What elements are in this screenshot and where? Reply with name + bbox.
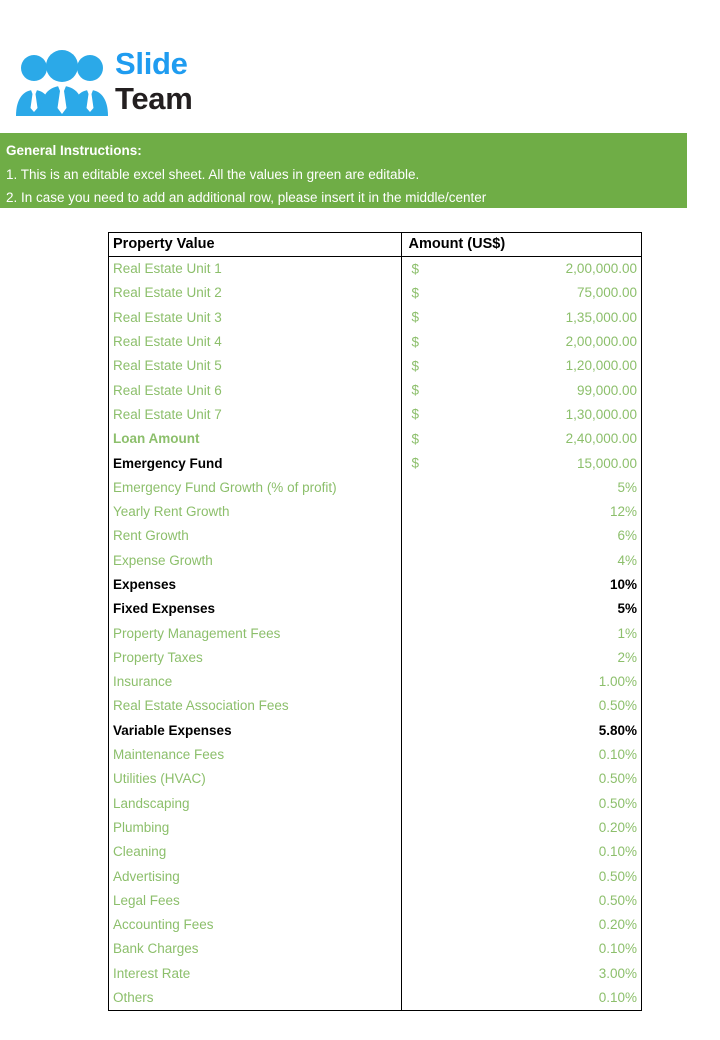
row-amount[interactable] [401,670,641,694]
row-amount[interactable] [401,427,641,451]
currency-symbol: $ [411,358,420,374]
currency-symbol: $ [411,406,420,422]
amount-value: 1.00% [598,674,637,690]
row-amount[interactable] [401,378,641,402]
row-label: Real Estate Unit 3 [113,309,222,325]
row-amount[interactable] [401,913,641,937]
row-label: Maintenance Fees [113,747,225,763]
row-label: Real Estate Unit 6 [113,382,222,398]
table-body [109,257,641,1010]
table-row[interactable] [109,840,641,864]
amount-value: 0.10% [598,747,637,763]
row-amount[interactable] [401,694,641,718]
amount-value: 0.20% [598,917,637,933]
amount-value: 0.50% [598,771,637,787]
amount-value: 4% [617,552,637,568]
property-value-table [108,232,642,1011]
amount-value: 0.50% [598,795,637,811]
row-label: Expenses [113,577,177,592]
currency-symbol: $ [411,455,420,471]
amount-value: 2% [617,649,637,665]
row-label: Accounting Fees [113,917,214,933]
table-row[interactable] [109,864,641,888]
row-amount[interactable] [401,281,641,305]
table-row[interactable] [109,257,641,281]
instructions-line-2: 2. In case you need to add an additional row, please insert it in the middle/center [6,190,487,205]
table-row[interactable] [109,694,641,718]
amount-value: 10% [609,577,637,592]
table-row[interactable] [109,961,641,985]
table-row[interactable] [109,548,641,572]
row-amount[interactable] [401,597,641,621]
row-amount[interactable] [401,499,641,523]
table-row[interactable] [109,913,641,937]
row-label: Others [113,990,154,1006]
table-row[interactable] [109,572,641,596]
row-amount[interactable] [401,937,641,961]
row-label: Utilities (HVAC) [113,771,206,787]
row-label: Loan Amount [113,431,200,447]
currency-symbol: $ [411,382,420,398]
instructions-banner [0,133,687,208]
amount-value: 1% [617,625,637,641]
row-label: Expense Growth [113,552,213,568]
currency-symbol: $ [411,285,420,301]
table-row[interactable] [109,524,641,548]
row-label: Cleaning [113,844,167,860]
brand-wordmark [115,48,192,114]
row-amount[interactable] [401,645,641,669]
row-amount[interactable] [401,840,641,864]
amount-value: 1,35,000.00 [565,309,637,325]
table-row[interactable] [109,937,641,961]
table-row[interactable] [109,354,641,378]
table-row[interactable] [109,742,641,766]
amount-value: 0.50% [598,698,637,714]
row-amount[interactable] [401,451,641,475]
amount-value: 6% [617,528,637,544]
row-label: Landscaping [113,795,190,811]
table-row[interactable] [109,645,641,669]
row-label: Real Estate Unit 4 [113,334,222,350]
row-label: Interest Rate [113,965,191,981]
row-label: Real Estate Unit 2 [113,285,222,301]
row-amount[interactable] [401,864,641,888]
amount-value: 5.80% [598,722,637,738]
currency-symbol: $ [411,261,420,277]
amount-value: 2,00,000.00 [565,261,637,277]
row-label: Real Estate Unit 5 [113,358,222,374]
row-amount[interactable] [401,815,641,839]
row-label: Emergency Fund [113,455,223,471]
table-row[interactable] [109,718,641,742]
table-row[interactable] [109,402,641,426]
amount-value: 5% [617,479,637,495]
row-label: Fixed Expenses [113,601,216,617]
table-row[interactable] [109,767,641,791]
table-row[interactable] [109,305,641,329]
table-row[interactable] [109,281,641,305]
row-label: Advertising [113,868,180,884]
amount-value: 75,000.00 [576,285,637,301]
brand-header [0,0,720,133]
amount-value: 2,00,000.00 [565,334,637,350]
row-label: Rent Growth [113,528,189,544]
row-amount[interactable] [401,961,641,985]
table-row[interactable] [109,451,641,475]
row-amount[interactable] [401,329,641,353]
amount-value: 0.10% [598,844,637,860]
amount-value: 2,40,000.00 [565,431,637,447]
row-amount[interactable] [401,257,641,281]
table-header-row [109,233,641,257]
row-amount[interactable] [401,524,641,548]
table-row[interactable] [109,378,641,402]
amount-value: 0.10% [598,990,637,1006]
row-amount[interactable] [401,305,641,329]
amount-value: 15,000.00 [576,455,637,471]
row-amount[interactable] [401,985,641,1009]
row-amount[interactable] [401,791,641,815]
row-label: Real Estate Unit 7 [113,406,222,422]
row-amount[interactable] [401,402,641,426]
amount-value: 0.10% [598,941,637,957]
instructions-title: General Instructions: [6,143,142,158]
row-label: Real Estate Association Fees [113,698,289,714]
column-header-amount: Amount (US$) [401,233,641,257]
row-amount[interactable] [401,572,641,596]
row-label: Bank Charges [113,941,199,957]
amount-value: 1,20,000.00 [565,358,637,374]
row-amount[interactable] [401,888,641,912]
row-amount[interactable] [401,742,641,766]
row-amount[interactable] [401,548,641,572]
amount-value: 3.00% [598,965,637,981]
row-label: Plumbing [113,819,170,835]
row-amount[interactable] [401,621,641,645]
row-amount[interactable] [401,718,641,742]
amount-value: 12% [609,504,637,520]
currency-symbol: $ [411,431,420,447]
row-label: Emergency Fund Growth (% of profit) [113,479,337,495]
row-label: Real Estate Unit 1 [113,261,222,277]
amount-value: 0.50% [598,892,637,908]
instructions-line-1: 1. This is an editable excel sheet. All the values in green are editable. [6,166,420,182]
row-label: Yearly Rent Growth [113,504,230,520]
table-row[interactable] [109,815,641,839]
row-amount[interactable] [401,767,641,791]
amount-value: 0.50% [598,868,637,884]
row-amount[interactable] [401,475,641,499]
row-label: Property Taxes [113,649,203,665]
currency-symbol: $ [411,309,420,325]
row-label: Property Management Fees [113,625,281,641]
table-row[interactable] [109,499,641,523]
people-group-icon [14,48,114,116]
row-label: Insurance [113,674,173,690]
table-row[interactable] [109,427,641,451]
table-row[interactable] [109,475,641,499]
row-label: Legal Fees [113,892,180,908]
brand-name-team: Team [115,81,193,116]
table-row[interactable] [109,621,641,645]
table-row[interactable] [109,888,641,912]
amount-value: 1,30,000.00 [565,406,637,422]
table-row[interactable] [109,329,641,353]
table-row[interactable] [109,985,641,1009]
row-amount[interactable] [401,354,641,378]
amount-value: 0.20% [598,819,637,835]
table-row[interactable] [109,670,641,694]
amount-value: 99,000.00 [576,382,637,398]
table-row[interactable] [109,791,641,815]
column-header-property-value: Property Value [109,233,401,257]
table-row[interactable] [109,597,641,621]
amount-value: 5% [617,601,637,617]
brand-name-slide: Slide [115,46,188,81]
currency-symbol: $ [411,334,420,350]
row-label: Variable Expenses [113,722,232,738]
